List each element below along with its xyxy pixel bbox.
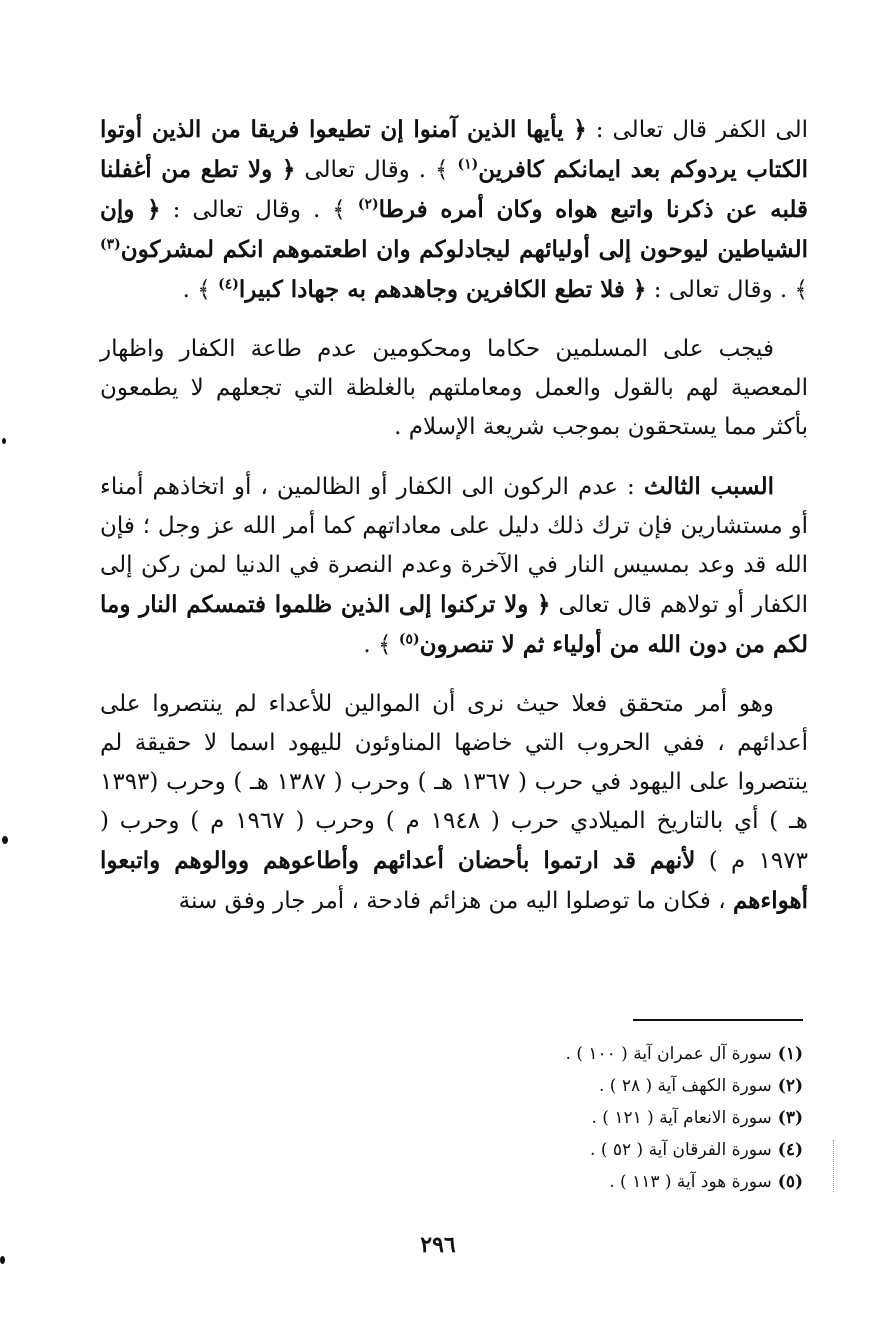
bold-text-run: ﴿ وإن الشياطين ليوحون إلى أوليائهم ليجادلوكم وان اطعتموهم انكم لمشركون — [100, 196, 808, 263]
scan-edge-mark — [0, 1256, 5, 1264]
page-body — [100, 110, 808, 921]
text-run: الى الكفر قال تعالى : — [586, 117, 808, 143]
text-run: ﴾ . — [363, 632, 399, 658]
footnote-item — [403, 1070, 803, 1102]
footnote-number: (١) — [777, 1044, 803, 1064]
footnote-number: (٤) — [777, 1140, 803, 1160]
text-run: ﴾ . وقال تعالى : — [646, 277, 808, 303]
text-run: فيجب على المسلمين حكاما ومحكومين عدم طاعة الكفار واظهار المعصية لهم بالقول والعمل ومعاملتهم بالغلظة التي تجعلهم لا يطمعون بأكثر مما يستحقون بموجب شريعة الإسلام . — [100, 336, 808, 440]
footnote-item — [403, 1038, 803, 1070]
footnote-text: سورة الكهف آية ( ٢٨ ) . — [598, 1076, 772, 1096]
scan-edge-line — [833, 1140, 834, 1192]
bold-text-run: ﴿ فلا تطع الكافرين وجاهدهم به جهادا كبيرا — [238, 276, 647, 303]
footnote-number: (٥) — [777, 1172, 803, 1192]
footnotes-list — [403, 1038, 803, 1198]
paragraph-wars — [100, 685, 808, 921]
paragraph-quran-verses — [100, 110, 808, 310]
scan-edge-mark — [2, 836, 8, 844]
footnote-text: سورة آل عمران آية ( ١٠٠ ) . — [565, 1044, 772, 1064]
bold-text-run: ﴿ يأيها الذين آمنوا إن تطيعوا فريقا من الذين أوتوا الكتاب يردوكم بعد ايمانكم كافرين — [100, 116, 809, 183]
footnote-number: (٣) — [777, 1108, 803, 1128]
bold-text-run: ﴿ ولا تركنوا إلى الذين ظلموا فتمسكم النار وما لكم من دون الله من أولياء ثم لا تنصرون — [100, 591, 808, 658]
footnote-item — [403, 1166, 803, 1198]
footnote-text: سورة الانعام آية ( ١٢١ ) . — [591, 1108, 772, 1128]
text-run: ﴾ . وقال تعالى : — [160, 197, 358, 223]
paragraph-third-reason — [100, 467, 808, 665]
paragraph-obedience — [100, 330, 808, 447]
footnote-reference: (٢) — [357, 196, 379, 213]
text-run: ، فكان ما توصلوا اليه من هزائم فادحة ، أمر جار وفق سنة — [178, 888, 733, 914]
text-run: : عدم الركون الى الكفار أو الظالمين ، أو اتخاذهم أمناء أو مستشارين فإن ترك ذلك دليل على معاداتهم كما أمر الله عز وجل ؛ فإن الله قد وعد بمسيس النار في الآخرة وعدم النصرة في الدنيا لمن ركن إلى الكفار أو تولاهم قال تعالى — [100, 474, 808, 618]
footnote-text: سورة الفرقان آية ( ٥٢ ) . — [590, 1140, 772, 1160]
page-number: ٢٩٦ — [420, 1232, 456, 1258]
footnote-item — [403, 1102, 803, 1134]
footnote-reference: (٤) — [218, 276, 239, 293]
bold-text-run: ﴿ ولا تطع من أغفلنا قلبه عن ذكرنا واتبع هواه وكان أمره فرطا — [100, 156, 809, 223]
bold-text-run: لأنهم قد ارتموا بأحضان أعدائهم وأطاعوهم ووالوهم واتبعوا أهواءهم — [100, 847, 808, 914]
text-run: ﴾ . — [182, 277, 219, 303]
footnote-reference: (٥) — [398, 631, 420, 648]
footnote-text: سورة هود آية ( ١١٣ ) . — [609, 1172, 772, 1192]
footnote-reference: (١) — [457, 156, 479, 173]
bold-text-run: السبب الثالث — [643, 473, 774, 500]
text-run: ﴾ . وقال تعالى — [295, 157, 458, 183]
footnote-reference: (٣) — [100, 236, 121, 253]
footnote-number: (٢) — [777, 1076, 803, 1096]
text-run: وهو أمر متحقق فعلا حيث نرى أن الموالين للأعداء لم ينتصروا على أعدائهم ، ففي الحروب التي خاضها المناوئون لليهود اسما لا حقيقة لم ينتصروا على اليهود في حرب ( ١٣٦٧ هـ ) وحرب ( ١٣٨٧ هـ ) وحرب (١٣٩٣ هـ ) أي بالتاريخ الميلادي حرب ( ١٩٤٨ م ) وحرب ( ١٩٦٧ م ) وحرب ( ١٩٧٣ م ) — [100, 691, 808, 874]
footnote-item — [403, 1134, 803, 1166]
scan-edge-mark — [2, 438, 6, 444]
footnote-separator — [633, 1019, 803, 1021]
